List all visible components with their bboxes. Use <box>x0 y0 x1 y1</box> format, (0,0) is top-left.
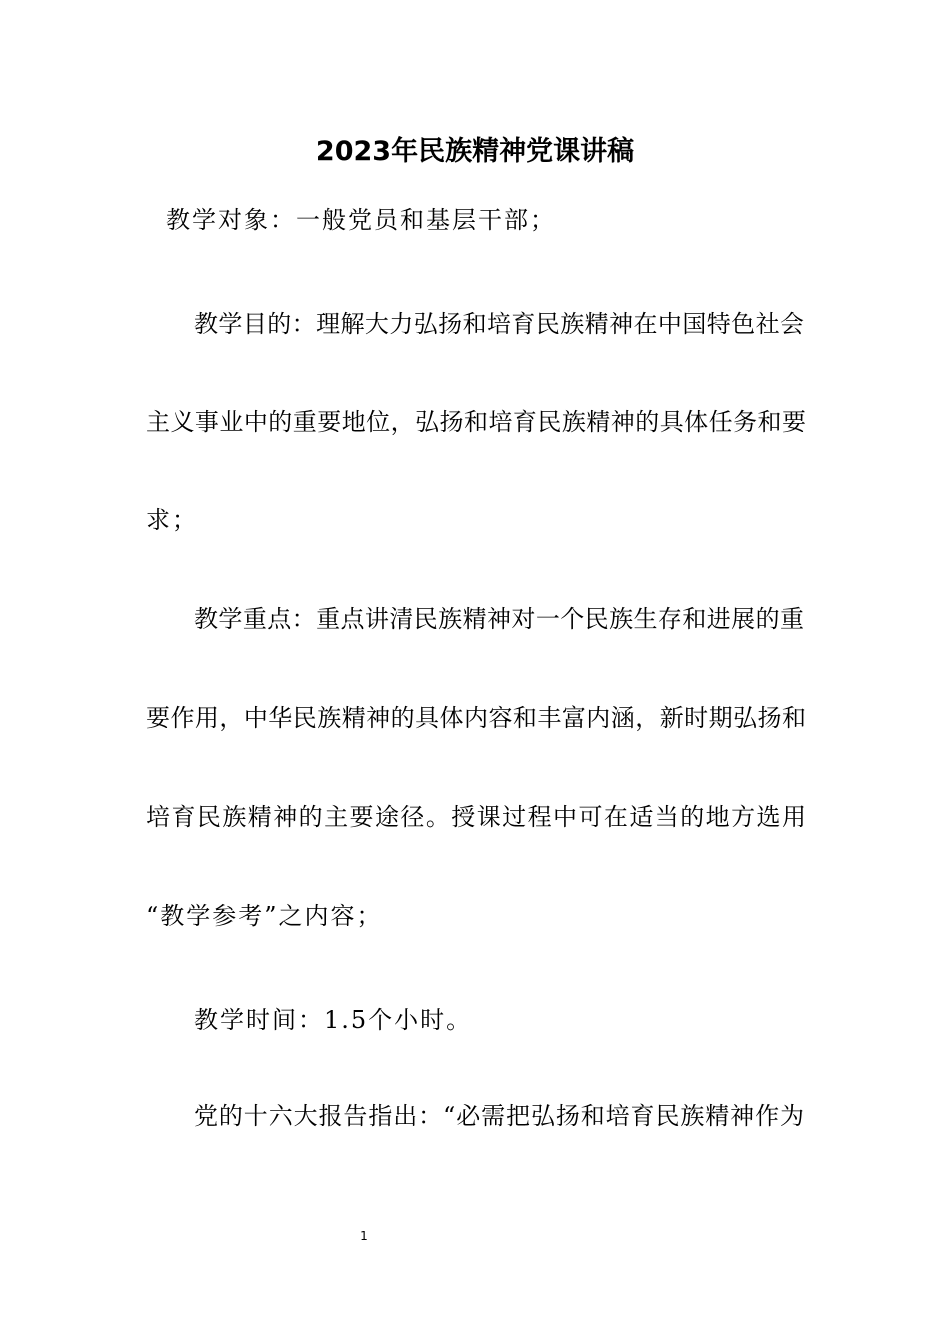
paragraph-line: 党的十六大报告指出：“必需把弘扬和培育民族精神作为 <box>194 1102 804 1130</box>
paragraph-line: 教学时间：1.5个小时。 <box>194 1006 473 1034</box>
paragraph-line: 主义事业中的重要地位，弘扬和培育民族精神的具体任务和要 <box>146 408 806 436</box>
paragraph-line: 教学对象：一般党员和基层干部； <box>166 206 556 234</box>
paragraph-line: “教学参考”之内容； <box>146 902 383 930</box>
paragraph-line: 培育民族精神的主要途径。授课过程中可在适当的地方选用 <box>146 803 806 831</box>
paragraph-line: 要作用，中华民族精神的具体内容和丰富内涵，新时期弘扬和 <box>146 704 806 732</box>
paragraph-line: 教学重点：重点讲清民族精神对一个民族生存和进展的重 <box>194 605 804 633</box>
document-title: 2023年民族精神党课讲稿 <box>315 136 635 167</box>
paragraph-line: 教学目的：理解大力弘扬和培育民族精神在中国特色社会 <box>194 310 804 338</box>
page-number: 1 <box>360 1229 368 1243</box>
paragraph-line: 求； <box>146 506 198 534</box>
